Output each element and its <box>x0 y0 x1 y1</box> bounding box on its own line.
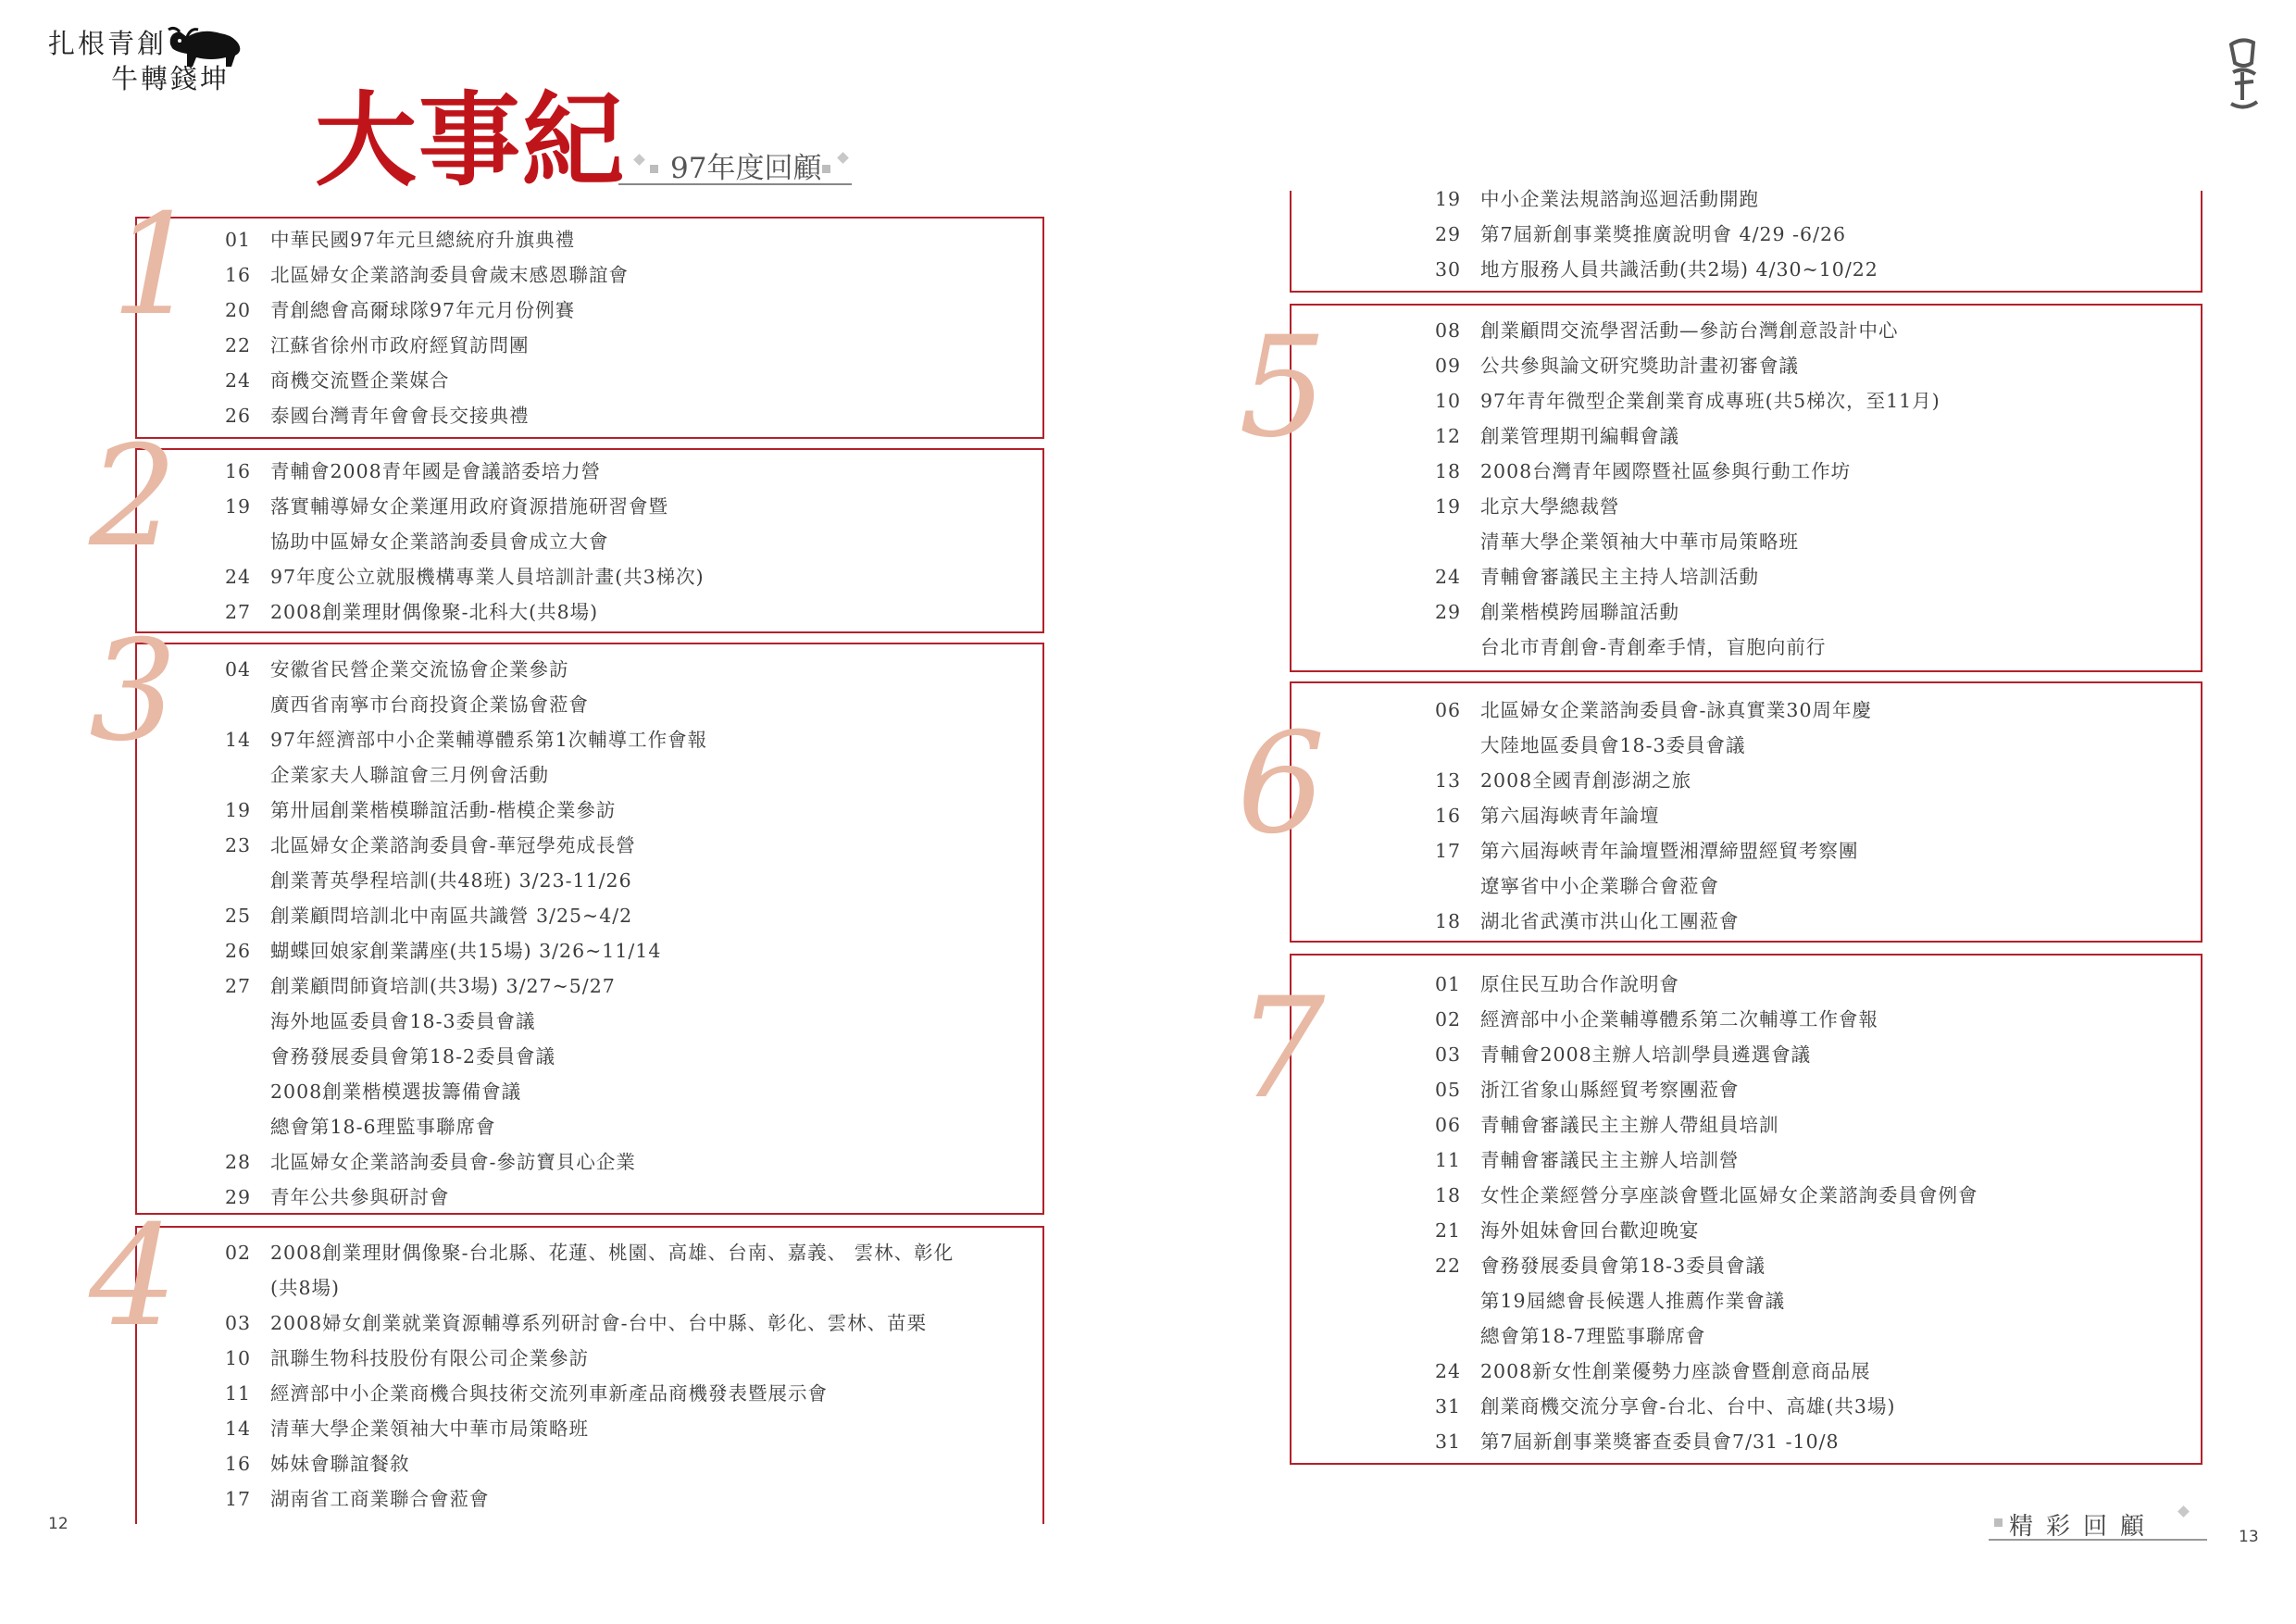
event-row: 24 青輔會審議民主主持人培訓活動 <box>1435 566 1759 588</box>
event-row: 03 青輔會2008主辦人培訓學員遴選會議 <box>1435 1043 1812 1066</box>
event-row: 14 清華大學企業領袖大中華市局策略班 <box>225 1418 589 1440</box>
event-row: 大陸地區委員會18-3委員會議 <box>1480 734 1746 756</box>
month-6-events <box>1435 693 1872 939</box>
event-row: 總會第18-7理監事聯席會 <box>1480 1325 1706 1347</box>
event-row: 04 安徽省民營企業交流協會企業參訪 <box>225 658 569 681</box>
event-row: 05 浙江省象山縣經貿考察團蒞會 <box>1435 1079 1740 1101</box>
brand-line-1: 扎根青創 <box>48 28 168 59</box>
page-title: 大事紀 <box>315 81 626 200</box>
month-number-1: 1 <box>111 185 200 346</box>
event-row: 台北市青創會-青創牽手情，盲胞向前行 <box>1480 636 1827 658</box>
event-row: 31 第7屆新創事業獎審查委員會7/31 -10/8 <box>1435 1430 1840 1453</box>
event-row: 企業家夫人聯誼會三月例會活動 <box>270 764 549 786</box>
event-row: 31 創業商機交流分享會-台北、台中、高雄(共3場) <box>1435 1395 1896 1418</box>
diamond-ornament-icon <box>2177 1505 2190 1518</box>
month-number-3: 3 <box>89 611 178 772</box>
event-row: 23 北區婦女企業諮詢委員會-華冠學苑成長營 <box>225 834 636 856</box>
event-row: 廣西省南寧市台商投資企業協會蒞會 <box>270 693 589 716</box>
month-number-7: 7 <box>1237 968 1326 1130</box>
event-row: 20 青創總會高爾球隊97年元月份例賽 <box>225 299 576 321</box>
month-number-5: 5 <box>1239 307 1328 468</box>
event-row: 14 97年經濟部中小企業輔導體系第1次輔導工作會報 <box>225 729 708 751</box>
event-row: 會務發展委員會第18-2委員會議 <box>270 1045 556 1068</box>
event-row: 26 泰國台灣青年會會長交接典禮 <box>225 405 530 427</box>
event-row: 10 訊聯生物科技股份有限公司企業參訪 <box>225 1347 589 1369</box>
event-row: 02 經濟部中小企業輔導體系第二次輔導工作會報 <box>1435 1008 1878 1031</box>
page-number-right: 13 <box>2239 1528 2259 1546</box>
square-ornament-icon <box>822 165 830 173</box>
event-row: 17 第六屆海峽青年論壇暨湘潭締盟經貿考察團 <box>1435 840 1859 862</box>
month-7-events <box>1435 967 1978 1459</box>
event-row: 11 青輔會審議民主主辦人培訓營 <box>1435 1149 1740 1171</box>
event-row: (共8場) <box>270 1277 341 1299</box>
event-row: 19 第卅屆創業楷模聯誼活動-楷模企業參訪 <box>225 799 617 821</box>
event-row: 02 2008創業理財偶像聚-台北縣、花蓮、桃園、高雄、台南、嘉義、 雲林、彰化 <box>225 1242 955 1264</box>
event-row: 22 會務發展委員會第18-3委員會議 <box>1435 1255 1766 1277</box>
event-row: 25 創業顧問培訓北中南區共識營 3/25~4/2 <box>225 905 633 927</box>
event-row: 17 湖南省工商業聯合會蒞會 <box>225 1488 490 1510</box>
event-row: 16 姊妹會聯誼餐敘 <box>225 1453 410 1475</box>
event-row: 01 中華民國97年元旦總統府升旗典禮 <box>225 229 576 251</box>
event-row: 22 江蘇省徐州市政府經貿訪問團 <box>225 334 530 356</box>
month-4-events <box>225 1235 954 1517</box>
diamond-ornament-icon <box>837 152 849 164</box>
event-row: 19 落實輔導婦女企業運用政府資源措施研習會暨 <box>225 495 668 518</box>
ox-logo-icon <box>165 24 244 70</box>
event-row: 29 創業楷模跨屆聯誼活動 <box>1435 601 1679 623</box>
event-row: 29 第7屆新創事業獎推廣說明會 4/29 -6/26 <box>1435 223 1847 245</box>
event-row: 13 2008全國青創澎湖之旅 <box>1435 769 1692 792</box>
event-row: 18 湖北省武漢市洪山化工團蒞會 <box>1435 910 1740 932</box>
event-row: 16 第六屆海峽青年論壇 <box>1435 805 1660 827</box>
square-ornament-icon <box>650 165 658 173</box>
event-row: 06 北區婦女企業諮詢委員會-詠真實業30周年慶 <box>1435 699 1873 721</box>
event-row: 29 青年公共參與研討會 <box>225 1186 450 1208</box>
event-row: 協助中區婦女企業諮詢委員會成立大會 <box>270 531 609 553</box>
event-row: 11 經濟部中小企業商機合與技術交流列車新產品商機發表暨展示會 <box>225 1382 828 1405</box>
month-2-events <box>225 454 705 630</box>
footer-label-text: 精彩回顧 <box>2009 1513 2158 1541</box>
subtitle-banner <box>611 139 861 187</box>
event-row: 16 北區婦女企業諮詢委員會歲末感恩聯誼會 <box>225 264 629 286</box>
event-row: 03 2008婦女創業就業資源輔導系列研討會-台中、台中縣、彰化、雲林、苗栗 <box>225 1312 928 1334</box>
event-row: 創業菁英學程培訓(共48班) 3/23-11/26 <box>270 869 632 892</box>
event-row: 27 2008創業理財偶像聚-北科大(共8場) <box>225 601 599 623</box>
event-row: 30 地方服務人員共識活動(共2場) 4/30~10/22 <box>1435 258 1878 281</box>
event-row: 第19屆總會長候選人推薦作業會議 <box>1480 1290 1786 1312</box>
subtitle-text: 97年度回顧 <box>670 152 822 185</box>
event-row: 28 北區婦女企業諮詢委員會-參訪寶貝心企業 <box>225 1151 636 1173</box>
event-row: 19 中小企業法規諮詢巡迴活動開跑 <box>1435 188 1759 210</box>
square-ornament-icon <box>1994 1518 2003 1527</box>
footer-underline <box>1989 1539 2207 1541</box>
event-row: 16 青輔會2008青年國是會議諮委培力營 <box>225 460 602 482</box>
calligraphy-seal-icon <box>2226 35 2261 115</box>
event-row: 06 青輔會審議民主主辦人帶組員培訓 <box>1435 1114 1779 1136</box>
subtitle-underline <box>618 183 852 185</box>
footer-section-label <box>1989 1504 2207 1544</box>
event-row: 24 97年度公立就服機構專業人員培訓計畫(共3梯次) <box>225 566 705 588</box>
month-4-continued-events <box>1435 181 1878 287</box>
month-3-events <box>225 652 707 1215</box>
month-number-2: 2 <box>89 417 178 578</box>
event-row: 海外地區委員會18-3委員會議 <box>270 1010 536 1032</box>
event-row: 總會第18-6理監事聯席會 <box>270 1116 496 1138</box>
brand-line-2: 牛轉錢坤 <box>111 63 231 94</box>
event-row: 27 創業顧問師資培訓(共3場) 3/27~5/27 <box>225 975 616 997</box>
event-row: 2008創業楷模選拔籌備會議 <box>270 1081 522 1103</box>
event-row: 24 2008新女性創業優勢力座談會暨創意商品展 <box>1435 1360 1871 1382</box>
month-number-4: 4 <box>89 1196 178 1357</box>
event-row: 清華大學企業領袖大中華市局策略班 <box>1480 531 1799 553</box>
month-5-events <box>1435 313 1940 665</box>
month-1-events <box>225 222 629 433</box>
month-number-6: 6 <box>1237 704 1326 865</box>
page-number-left: 12 <box>48 1515 69 1533</box>
event-row: 09 公共參與論文研究獎助計畫初審會議 <box>1435 355 1799 377</box>
event-row: 24 商機交流暨企業媒合 <box>225 369 450 392</box>
event-row: 21 海外姐妹會回台歡迎晚宴 <box>1435 1219 1700 1242</box>
event-row: 18 女性企業經營分享座談會暨北區婦女企業諮詢委員會例會 <box>1435 1184 1978 1206</box>
event-row: 12 創業管理期刊編輯會議 <box>1435 425 1679 447</box>
event-row: 18 2008台灣青年國際暨社區參與行動工作坊 <box>1435 460 1852 482</box>
event-row: 26 蝴蝶回娘家創業講座(共15場) 3/26~11/14 <box>225 940 662 962</box>
event-row: 01 原住民互助合作說明會 <box>1435 973 1679 995</box>
event-row: 08 創業顧問交流學習活動—參訪台灣創意設計中心 <box>1435 319 1899 342</box>
event-row: 19 北京大學總裁營 <box>1435 495 1620 518</box>
diamond-ornament-icon <box>633 154 645 166</box>
event-row: 遼寧省中小企業聯合會蒞會 <box>1480 875 1719 897</box>
event-row: 10 97年青年微型企業創業育成專班(共5梯次，至11月) <box>1435 390 1940 412</box>
